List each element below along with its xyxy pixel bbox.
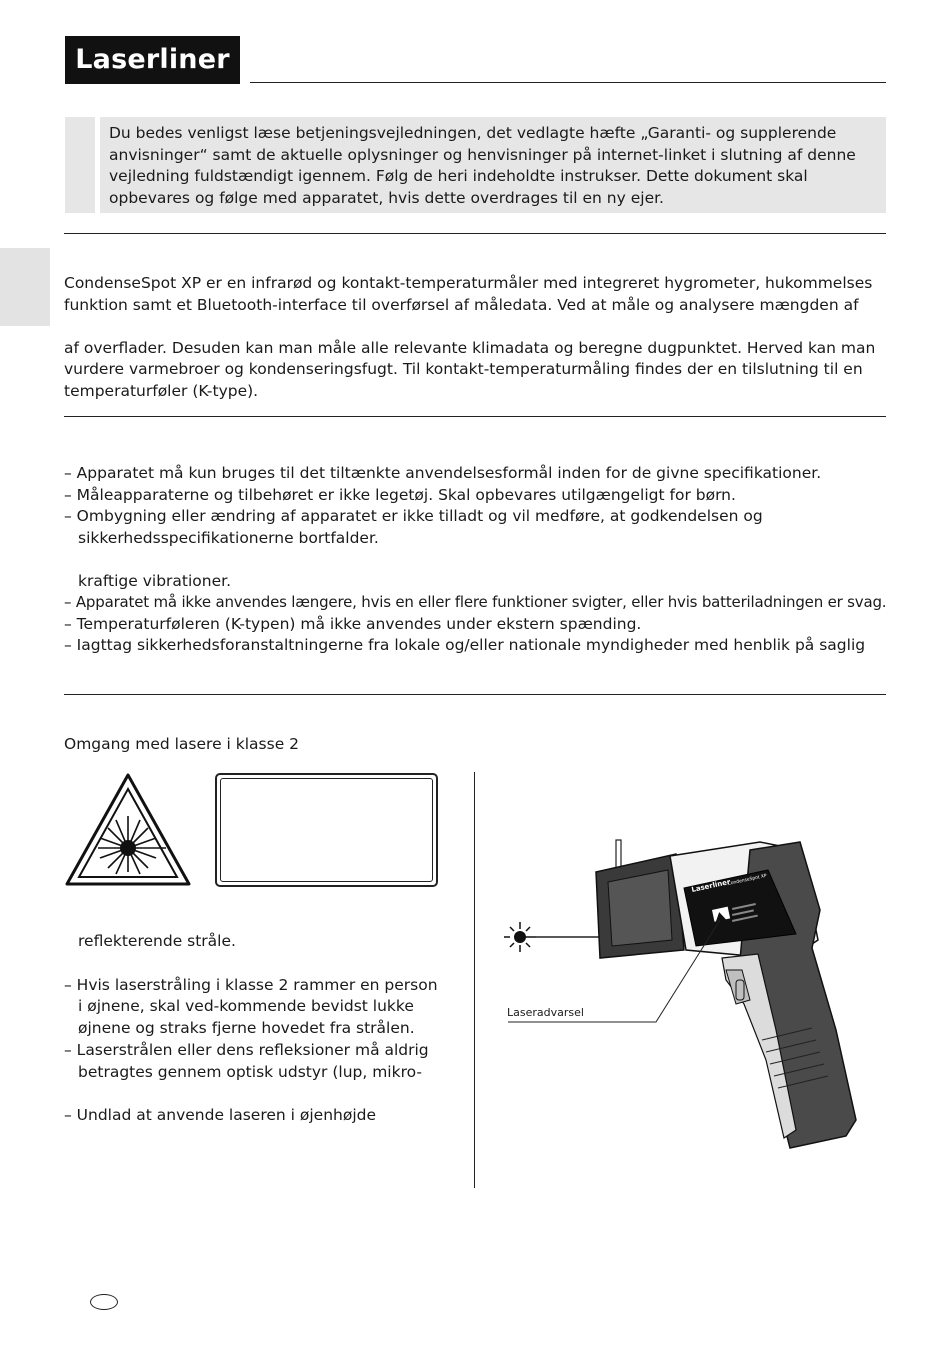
section-divider (64, 233, 886, 234)
intro-line: af overflader. Desuden kan man måle alle relevante klimadata og beregne dugpunktet. Herved kan man (64, 338, 876, 357)
list-item: kraftige vibrationer. (78, 571, 232, 590)
safety-list (64, 463, 894, 657)
intro-line: temperaturføler (K-type). (64, 381, 259, 400)
intro-paragraph (64, 273, 894, 402)
laser-warning-icon (64, 772, 192, 888)
laser-heading: Omgang med lasere i klasse 2 (64, 735, 300, 753)
list-item: øjnene og straks fjerne hovedet fra strålen. (78, 1019, 415, 1038)
device-illustration (500, 830, 870, 1150)
list-item: – Iagttag sikkerhedsforanstaltningerne fra lokale og/eller nationale myndigheder med henblik på saglig (64, 636, 866, 654)
list-item: – Undlad at anvende laseren i øjenhøjde (64, 1106, 377, 1125)
list-item: – Hvis laserstråling i klasse 2 rammer en person (64, 975, 438, 994)
notice-icon-area (65, 117, 95, 213)
intro-line: funktion samt et Bluetooth-interface til overførsel af måledata. Ved at måle og analysere mængden af (64, 295, 859, 314)
section-divider (64, 694, 886, 695)
list-item: – Laserstrålen eller dens refleksioner må aldrig (64, 1040, 429, 1059)
header-rule (250, 82, 886, 83)
list-item: i øjnene, skal ved-kommende bevidst lukke (78, 997, 414, 1016)
list-item: – Måleapparaterne og tilbehøret er ikke legetøj. Skal opbevares utilgængeligt for børn. (64, 485, 736, 504)
notice-box: Du bedes venligst læse betjeningsvejledningen, det vedlagte hæfte „Garanti- og supplerende anvisninger“ samt de aktuelle oplysninger og henvisninger på internet-linket i slutning af denne vejledning fuldstændigt igennem. Følg de heri indeholdte instrukser. Dette dokument skal opbevares og følge med apparatet, hvis dette overdrages til en ny ejer. (100, 117, 886, 213)
language-badge-icon (90, 1294, 118, 1310)
column-divider (474, 772, 475, 1188)
laser-warning-callout: Laseradvarsel (507, 1006, 584, 1019)
brand-logo: Laserliner (65, 36, 240, 84)
laser-rules-list (64, 931, 464, 1127)
list-item: reflekterende stråle. (78, 932, 236, 950)
laser-class-label-box (215, 773, 438, 887)
intro-line: CondenseSpot XP er en infrarød og kontakt-temperaturmåler med integreret hygrometer, hukommelses (64, 274, 873, 292)
section-divider (64, 416, 886, 417)
list-item: betragtes gennem optisk udstyr (lup, mikro- (78, 1062, 422, 1081)
intro-line: vurdere varmebroer og kondenseringsfugt. Til kontakt-temperaturmåling findes der en tilslutning til en (64, 360, 863, 378)
list-item: – Temperaturføleren (K-typen) må ikke anvendes under ekstern spænding. (64, 614, 642, 633)
language-side-tab (0, 248, 50, 326)
list-item: – Apparatet må kun bruges til det tiltænkte anvendelsesformål inden for de givne specifikationer. (64, 464, 822, 482)
device-label-brand: Laserliner (690, 877, 732, 894)
list-item: sikkerhedsspecifikationerne bortfalder. (78, 528, 379, 547)
list-item: – Apparatet må ikke anvendes længere, hvis en eller flere funktioner svigter, eller hvis batteriladningen er svag. (64, 593, 887, 611)
list-item: – Ombygning eller ændring af apparatet er ikke tilladt og vil medføre, at godkendelsen og (64, 507, 763, 525)
device-label-model: CondenseSpot XP (727, 873, 768, 887)
